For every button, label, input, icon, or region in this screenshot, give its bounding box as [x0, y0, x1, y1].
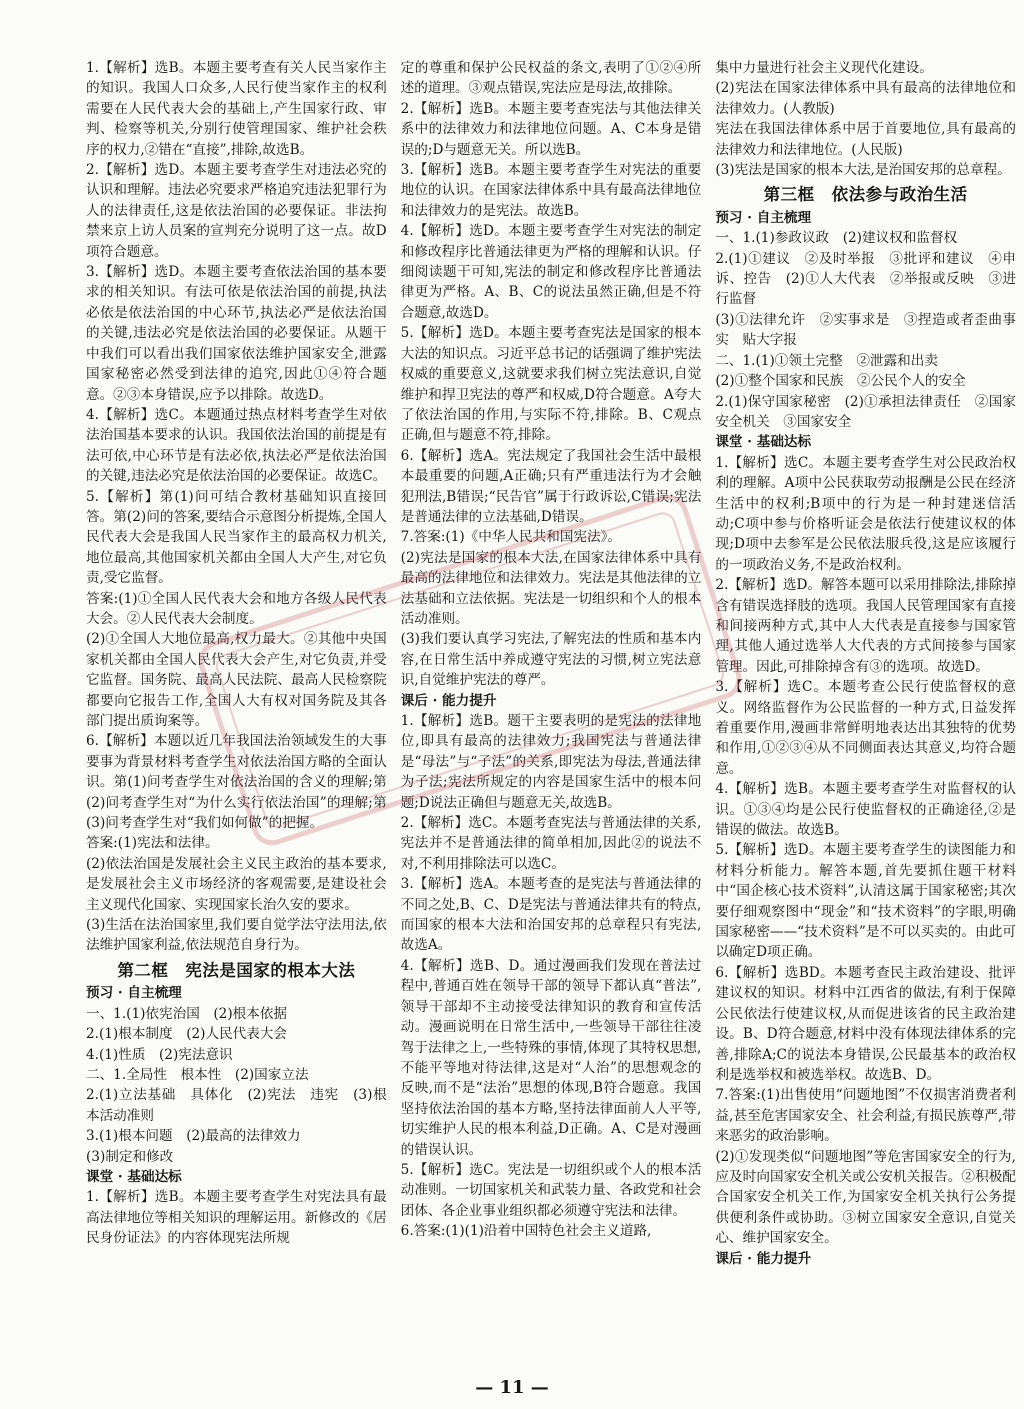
column-right	[715, 58, 1016, 1358]
answer-paragraph: 答案:(1)①全国人民代表大会和地方各级人民代表大会。②人民代表大会制度。	[86, 590, 387, 627]
answer-paragraph: (2)①全国人大地位最高,权力最大。②其他中央国家机关都由全国人民代表大会产生,对它负责,并受它监督。国务院、最高人民法院、最高人民检察院都要向它报告工作,全国人大有权对国务院及其各部门提出质询案等。	[86, 631, 387, 729]
answer-paragraph: 2.【解析】选D。解答本题可以采用排除法,排除掉含有错误选择肢的选项。我国人民管理国家有直接和间接两种方式,其中人大代表是直接参与国家管理,其他人通过选举人大代表的方式间接参与国家管理。因此,可排除掉含有③的选项。故选D。	[715, 577, 1017, 675]
subsection-heading: 课堂 · 基础达标	[715, 434, 812, 451]
answer-paragraph: 宪法在我国法律体系中居于首要地位,具有最高的法律效力和法律地位。(人民版)	[715, 121, 1017, 158]
answer-paragraph: 2.(1)立法基础 具体化 (2)宪法 违宪 (3)根本活动准则	[86, 1087, 387, 1124]
answer-paragraph: 7.答案:(1)出售使用“问题地图”不仅损害消费者利益,甚至危害国家安全、社会利益,有损民族尊严,带来恶劣的政治影响。	[715, 1087, 1017, 1145]
answer-paragraph: (3)生活在法治国家里,我们要自觉学法守法用法,依法维护国家利益,依法规范自身行为。	[86, 917, 387, 954]
answer-paragraph: 3.【解析】选B。本题主要考查学生对宪法的重要地位的认识。在国家法律体系中具有最高法律地位和法律效力的是宪法。故选B。	[400, 162, 702, 219]
page-number: — 11 —	[475, 1377, 549, 1398]
answer-paragraph: 3.【解析】选C。本题考查公民行使监督权的意义。网络监督作为公民监督的一种方式,日益发挥着重要作用,漫画非常鲜明地表达出其独特的优势和作用,①②③④从不同侧面表达其意义,均符合题意。	[715, 679, 1017, 777]
answer-paragraph: (3)制定和修改	[86, 1148, 174, 1165]
answer-paragraph: 3.【解析】选A。本题考查的是宪法与普通法律的不同之处,B、C、D是宪法与普通法律共有的特点,而国家的根本大法和治国安邦的总章程只有宪法,故选A。	[400, 876, 702, 954]
answer-page	[86, 58, 1016, 1358]
answer-paragraph: 3.【解析】选D。本题主要考查依法治国的基本要求的相关知识。有法可依是依法治国的前提,执法必依是依法治国的中心环节,执法必严是依法治国的关键,违法必究是依法治国的必要保证。从题干中我们可以看出我们国家依法维护国家安全,泄露国家秘密必然受到法律的追究,因此①④符合题意。②③本身错误,应予以排除。故选D。	[86, 264, 387, 403]
subsection-heading: 课堂 · 基础达标	[86, 1168, 182, 1185]
subsection-heading: 预习 · 自主梳理	[715, 209, 812, 226]
answer-paragraph: 6.【解析】选A。宪法规定了我国社会生活中最根本最重要的问题,A正确;只有严重违法行为才会触犯刑法,B错误;“民告官”属于行政诉讼,C错误;宪法是普通法律的立法基础,D错误。	[400, 447, 702, 525]
answer-paragraph: 2.【解析】选D。本题主要考查学生对违法必究的认识和理解。违法必究要求严格追究违法犯罪行为人的法律责任,这是依法治国的必要保证。非法拘禁来京上访人员案的宣判充分说明了这一点。故D项符合题意。	[86, 162, 387, 260]
answer-paragraph: 1.【解析】选C。本题主要考查学生对公民政治权利的理解。A项中公民获取劳动报酬是公民在经济生活中的权利;B项中的行为是一种封建迷信活动;C项中参与价格听证会是依法行使建议权的体现;D项中去参军是公民依法服兵役,这是应该履行的一项政治义务,不是政治权利。	[715, 454, 1017, 573]
subsection-heading: 课后 · 能力提升	[715, 1250, 812, 1267]
answer-paragraph: (3)宪法是国家的根本大法,是治国安邦的总章程。	[715, 162, 1011, 179]
answer-paragraph: 5.【解析】第(1)问可结合教材基础知识直接回答。第(2)问的答案,要结合示意图分析提炼,全国人民代表大会是我国人民当家作主的最高权力机关,地位最高,其他国家机关都由全国人大产生,对它负责,受它监督。	[86, 488, 387, 587]
answer-paragraph: 1.【解析】选B。本题主要考查学生对宪法具有最高法律地位等相关知识的理解运用。新修改的《居民身份证法》的内容体现宪法所规	[86, 1189, 387, 1247]
answer-paragraph: 1.【解析】选B。本题主要考查有关人民当家作主的知识。我国人口众多,人民行使当家作主的权利需要在人民代表大会的基础上,产生国家行政、审判、检察等机关,分别行使管理国家、维护社会秩序的权力,②错在“直接”,排除,故选B。	[86, 60, 387, 158]
answer-paragraph: 一、1.(1)参政议政 (2)建议权和监督权	[715, 230, 958, 247]
answer-paragraph: (2)宪法在国家法律体系中具有最高的法律地位和法律效力。(人教版)	[715, 80, 1017, 117]
answer-paragraph: (2)宪法是国家的根本大法,在国家法律体系中具有最高的法律地位和法律效力。宪法是其他法律的立法基础和立法依据。宪法是一切组织和个人的根本活动准则。	[400, 549, 702, 627]
answer-paragraph: 4.【解析】选C。本题通过热点材料考查学生对依法治国基本要求的认识。我国依法治国的前提是有法可依,中心环节是有法必依,执法必严是依法治国的关键,违法必究是依法治国的必要保证。故选C。	[86, 406, 387, 485]
answer-paragraph: 3.(1)根本问题 (2)最高的法律效力	[86, 1128, 301, 1145]
answer-paragraph: 4.【解析】选B、D。通过漫画我们发现在普法过程中,普通百姓在领导干部的领导下都认真“普法”,领导干部却不主动接受法律知识的教育和宣传活动。漫画说明在日常生活中,一些领导干部往往凌驾于法律之上,一些特殊的事情,体现了其特权思想,不能平等地对待法律,这是对“人治”的思想观念的反映,而不是“法治”思想的体现,B符合题意。我国坚持依法治国的基本方略,坚持法律面前人人平等,切实维护人民的根本利益,D正确。A、C是对漫画的错误认识。	[400, 957, 702, 1158]
answer-paragraph: (3)我们要认真学习宪法,了解宪法的性质和基本内容,在日常生活中养成遵守宪法的习惯,树立宪法意识,自觉维护宪法的尊严。	[400, 631, 702, 689]
answer-paragraph: 2.(1)根本制度 (2)人民代表大会	[86, 1026, 288, 1043]
answer-paragraph: 2.(1)①建议 ②及时举报 ③批评和建议 ④申诉、控告 (2)①人大代表 ②举报或反映 ③进行监督	[715, 250, 1017, 308]
answer-paragraph: 7.答案:(1)《中华人民共和国宪法》。	[400, 529, 621, 546]
answer-paragraph: (3)①法律允许 ②实事求是 ③捏造或者歪曲事实 贴大字报	[715, 311, 1017, 349]
answer-paragraph: 2.【解析】选C。本题考查宪法与普通法律的关系,宪法并不是普通法律的简单相加,因此②的说法不对,不利用排除法可以选C。	[400, 815, 702, 872]
answer-paragraph: 6.【解析】选BD。本题考查民主政治建设、批评建议权的知识。材料中江西省的做法,有利于保障公民依法行使建议权,从而促进该省的民主政治建设。B、D符合题意,材料中没有体现法律体系的完善,排除A;C的说法本身错误,公民最基本的政治权利是选举权和被选举权。故选B、D。	[715, 964, 1017, 1083]
answer-paragraph: 一、1.(1)依宪治国 (2)根本依据	[86, 1005, 288, 1022]
answer-paragraph: 集中力量进行社会主义现代化建设。	[715, 60, 933, 76]
answer-paragraph: (2)①发现类似“问题地图”等危害国家安全的行为,应及时向国家安全机关或公安机关报告。②积极配合国家安全机关工作,为国家安全机关执行公务提供便利条件或协助。③树立国家安全意识,自觉关心、维护国家安全。	[715, 1148, 1017, 1247]
answer-paragraph: 5.【解析】选D。本题主要考查学生的读图能力和材料分析能力。解答本题,首先要抓住题干材料中“国企核心技术资料”,认清这属于国家秘密;其次要仔细观察图中“现金”和“技术资料”的字眼,明确国家秘密——“技术资料”是不可以买卖的。由此可以确定D项正确。	[715, 842, 1017, 961]
answer-paragraph: 6.答案:(1)(1)沿着中国特色社会主义道路,	[400, 1223, 652, 1240]
answer-paragraph: 定的尊重和保护公民权益的条文,表明了①②④所述的道理。③观点错误,宪法应是母法,故排除。	[400, 60, 702, 97]
section-title: 第二框 宪法是国家的根本大法	[117, 960, 356, 980]
answer-paragraph: 6.【解析】本题以近几年我国法治领域发生的大事要事为背景材料考查学生对依法治国方略的全面认识。第(1)问考查学生对依法治国的含义的理解;第(2)问考查学生对“为什么实行依法治国”的理解;第(3)问考查学生对“我们如何做”的把握。	[86, 733, 387, 832]
answer-paragraph: 5.【解析】选D。本题主要考查宪法是国家的根本大法的知识点。习近平总书记的话强调了维护宪法权威的重要意义,这就要求我们树立宪法意识,自觉维护和捍卫宪法的尊严和权威,D符合题意。A夸大了依法治国的作用,与实际不符,排除。B、C观点正确,但与题意不符,排除。	[400, 325, 702, 444]
answer-paragraph: (2)①整个国家和民族 ②公民个人的安全	[715, 373, 966, 390]
answer-paragraph: 二、1.(1)①领土完整 ②泄露和出卖	[715, 352, 938, 369]
answer-paragraph: 2.【解析】选B。本题主要考查宪法与其他法律关系中的法律效力和法律地位问题。A、C本身是错误的;D与题意无关。所以选B。	[400, 100, 702, 158]
column-left	[86, 58, 387, 1358]
subsection-heading: 预习 · 自主梳理	[86, 985, 182, 1002]
answer-paragraph: 4.(1)性质 (2)宪法意识	[86, 1046, 233, 1063]
answer-paragraph: 1.【解析】选B。题干主要表明的是宪法的法律地位,即具有最高的法律效力;我国宪法与普通法律是“母法”与“子法”的关系,即宪法为母法,普通法律为子法;宪法所规定的内容是国家生活中的根本问题;D说法正确但与题意无关,故选B。	[400, 713, 702, 811]
answer-paragraph: (2)依法治国是发展社会主义民主政治的基本要求,是发展社会主义市场经济的客观需要,是建设社会主义现代化国家、实现国家长治久安的要求。	[86, 855, 387, 913]
answer-paragraph: 4.【解析】选B。本题主要考查学生对监督权的认识。①③④均是公民行使监督权的正确途径,②是错误的做法。故选B。	[715, 781, 1017, 839]
section-title: 第三框 依法参与政治生活	[763, 185, 968, 205]
answer-paragraph: 4.【解析】选D。本题主要考查学生对宪法的制定和修改程序比普通法律更为严格的理解和认识。仔细阅读题干可知,宪法的制定和修改程序比普通法律更为严格。A、B、C的说法虽然正确,但是不符合题意,故选D。	[400, 223, 702, 321]
subsection-heading: 课后 · 能力提升	[400, 692, 497, 709]
answer-paragraph: 答案:(1)宪法和法律。	[86, 835, 219, 852]
answer-paragraph: 二、1.全局性 根本性 (2)国家立法	[86, 1066, 309, 1083]
column-middle	[401, 58, 702, 1358]
answer-paragraph: 2.(1)保守国家秘密 (2)①承担法律责任 ②国家安全机关 ③国家安全	[715, 393, 1017, 430]
answer-paragraph: 5.【解析】选C。宪法是一切组织或个人的根本活动准则。一切国家机关和武装力量、各政党和社会团体、各企业事业组织都必须遵守宪法和法律。	[400, 1161, 702, 1219]
